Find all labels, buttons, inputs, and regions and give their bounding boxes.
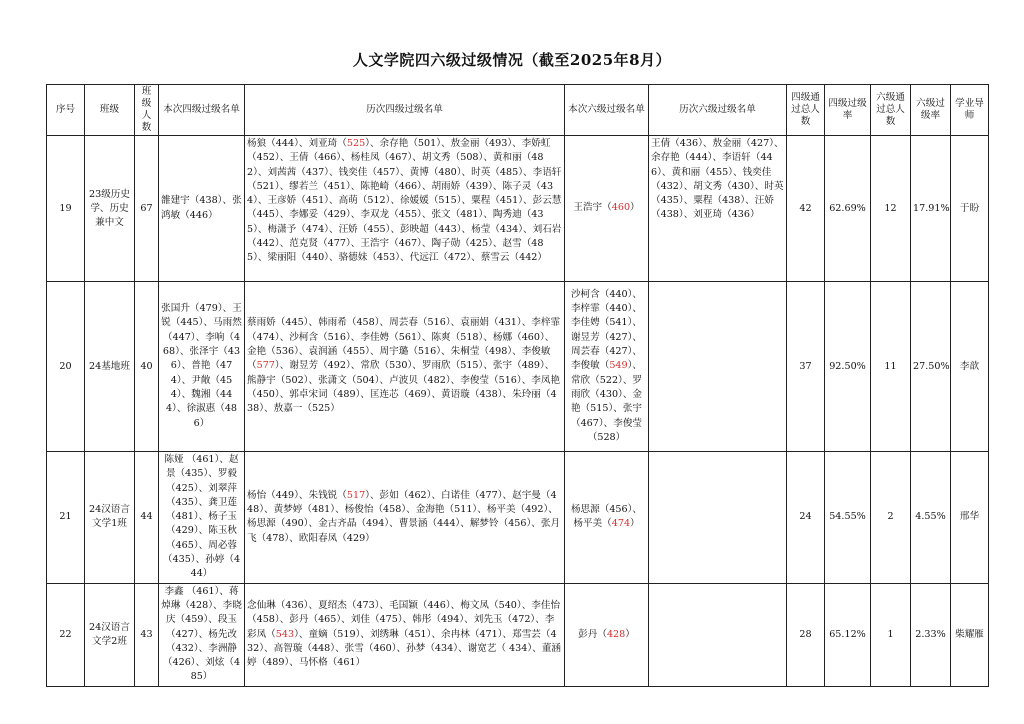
cell-size: 43 bbox=[135, 583, 159, 686]
cell-cet4-rate: 54.55% bbox=[825, 452, 871, 584]
cell-cet6-current bbox=[565, 452, 649, 584]
cell-class: 24汉语言文学2班 bbox=[85, 583, 135, 686]
cell-advisor: 邢华 bbox=[951, 452, 989, 584]
cell-cet4-current: 陈娅 （461）、赵景（435）、罗毅（425）、刘翠萍（435）、龚卫莲（481）、杨子玉（429）、陈玉秋（465）、周必蓉（435）、孙婷（444） bbox=[159, 452, 245, 584]
cell-advisor: 柴耀雁 bbox=[951, 583, 989, 686]
cell-cet4-current: 雒建宇（438）、张鸿敏（446） bbox=[159, 136, 245, 282]
name-list-text: ） bbox=[630, 518, 640, 530]
cell-cet6-rate: 2.33% bbox=[911, 583, 951, 686]
header-cet4-current: 本次四级过级名单 bbox=[159, 85, 245, 136]
table-row bbox=[47, 452, 989, 584]
name-list-text: 蔡雨娇（445）、韩雨希（458）、周芸春（516）、袁丽娟（431）、李梓霏（474）、沙柯含（516）、李佳娉（561）、陈爽（518）、杨娜（460）、金艳（536）、袁润涵（455）、周宇璐（516）、朱桐莹（498）、李俊敏（ bbox=[247, 317, 561, 372]
cell-cet6-total: 12 bbox=[871, 136, 911, 282]
cell-cet6-total: 2 bbox=[871, 452, 911, 584]
cell-class: 23级历史学、历史兼中文 bbox=[85, 136, 135, 282]
table-row bbox=[47, 282, 989, 452]
header-cet4-history: 历次四级过级名单 bbox=[245, 85, 565, 136]
cell-seq: 21 bbox=[47, 452, 85, 584]
cell-cet4-rate: 92.50% bbox=[825, 282, 871, 452]
cell-class: 24汉语言文学1班 bbox=[85, 452, 135, 584]
cell-cet4-history bbox=[245, 282, 565, 452]
cell-advisor: 于盼 bbox=[951, 136, 989, 282]
cet-pass-table bbox=[46, 84, 989, 687]
name-list-text: ） bbox=[630, 202, 640, 214]
name-list-text: 杨怡（449）、朱钱锐（ bbox=[247, 489, 347, 501]
cell-cet6-current bbox=[565, 136, 649, 282]
cell-cet4-history bbox=[245, 136, 565, 282]
cell-cet6-history bbox=[649, 452, 787, 584]
name-list-text: ）、童嫡（519）、刘绣琳（451）、余冉林（471）、郑雪芸（432）、高智璇（448）、张雪（460）、孙梦（434）、谢宽艺（ 434）、董涵婷（489）、马怀格（461） bbox=[247, 628, 561, 669]
header-advisor: 学业导师 bbox=[951, 85, 989, 136]
header-cet6-total: 六级通过总人数 bbox=[871, 85, 911, 136]
cell-seq: 20 bbox=[47, 282, 85, 452]
cell-class: 24基地班 bbox=[85, 282, 135, 452]
cell-cet4-total: 28 bbox=[787, 583, 825, 686]
header-class: 班级 bbox=[85, 85, 135, 136]
table-row bbox=[47, 136, 989, 282]
header-row bbox=[47, 85, 989, 136]
name-list-text: ） bbox=[625, 628, 635, 640]
name-list-text: 杨狼（444）、刘亚琦（ bbox=[247, 138, 347, 149]
header-cet4-rate: 四级过级率 bbox=[825, 85, 871, 136]
highlight-score: 525 bbox=[346, 138, 366, 149]
header-cet6-rate: 六级过级率 bbox=[911, 85, 951, 136]
cell-cet4-rate: 62.69% bbox=[825, 136, 871, 282]
cell-cet6-total: 1 bbox=[871, 583, 911, 686]
name-list-text: ）、谢昱芳（492）、常欣（530）、罗雨欣（515）、张宇（489）、熊静宇（502）、张潇文（504）、卢波贝（482）、李俊莹（516）、李凤艳（450）、郭卓宋词（489）、匡连芯（469）、黄语璇（438）、朱玲丽（438）、敖嘉一（525） bbox=[247, 360, 561, 415]
cell-cet4-rate: 65.12% bbox=[825, 583, 871, 686]
cell-size: 44 bbox=[135, 452, 159, 584]
cell-cet4-total: 37 bbox=[787, 282, 825, 452]
header-cet4-total: 四级通过总人数 bbox=[787, 85, 825, 136]
highlight-score: 549 bbox=[609, 360, 628, 372]
name-list-text: 王浩宇（ bbox=[573, 202, 612, 214]
page-title: 人文学院四六级过级情况（截至2025年8月） bbox=[352, 51, 672, 69]
name-list-text: ）、余存艳（501）、敖金丽（493）、李娇虹（452）、王倩（466）、杨桂凤（467）、胡文秀（508）、黄和丽（482）、刘茜茜（437）、钱奕佳（457）、黄博（480）、时英（485）、李语轩（521）、缪若兰（451）、陈艳崎（466）、胡雨娇（439）、陈子灵（434）、王彦娇（451）、高萌（512）、徐媛媛（515）、粟程（451）、彭云慧（445）、李娜妥（429）、李双龙（455）、张文（481）、陶秀迪（435）、梅潇予（474）、汪娇（455）、彭映超（443）、杨莹（434）、刘石岩（442）、范克贤（477）、王浩宇（467）、陶子勋（425）、赵雪（485）、梁丽阳（440）、骆德妹（453）、代远江（472）、蔡雪云（442） bbox=[247, 138, 562, 264]
cell-cet6-current bbox=[565, 282, 649, 452]
cell-size: 40 bbox=[135, 282, 159, 452]
highlight-score: 474 bbox=[611, 518, 631, 530]
header-seq: 序号 bbox=[47, 85, 85, 136]
cell-cet6-rate: 27.50% bbox=[911, 282, 951, 452]
highlight-score: 460 bbox=[611, 202, 631, 214]
cell-cet4-current: 李鑫 （461）、蒋焯琳（428）、李晓庆（459）、段玉（427）、杨先改（432）、李洲静（426）、刘炫（485） bbox=[159, 583, 245, 686]
highlight-score: 428 bbox=[606, 628, 626, 640]
cell-cet6-history bbox=[649, 282, 787, 452]
cell-cet6-history bbox=[649, 583, 787, 686]
cell-cet6-rate: 17.91% bbox=[911, 136, 951, 282]
cell-cet4-history bbox=[245, 452, 565, 584]
cell-cet4-history bbox=[245, 583, 565, 686]
name-list-text: ）、彭如（462）、白诺佳（477）、赵宇曼（448）、黄梦婷（481）、杨俊怡（458）、金海艳（511）、杨平美（492）、杨思源（490）、金古齐晶（494）、曹景涵（444）、解梦铃（456）、张月飞（478）、欧阳春凤（429） bbox=[247, 489, 561, 544]
header-cet6-current: 本次六级过级名单 bbox=[565, 85, 649, 136]
cell-seq: 22 bbox=[47, 583, 85, 686]
cell-cet4-current: 张国升（479）、王锐（445）、马雨然（447）、李响（468）、张泽宇（436）、普艳（474）、尹敞（454）、魏湘（444）、徐淑惠（486） bbox=[159, 282, 245, 452]
cell-cet6-history: 王倩（436）、敖金丽（427）、余存艳（444）、李语轩（446）、黄和丽（455）、钱奕佳（432）、胡文秀（430）、时英（435）、粟程（438）、汪娇（438）、刘亚琦（436） bbox=[649, 136, 787, 282]
name-list-text: 念仙琳（436）、夏绍杰（473）、毛国颖（446）、梅文凤（540）、李佳怡（458）、彭丹（465）、刘佳（475）、韩彤（494）、刘先玉（472）、李彩凤（ bbox=[247, 599, 561, 640]
highlight-score: 543 bbox=[275, 628, 295, 640]
cell-cet6-rate: 4.55% bbox=[911, 452, 951, 584]
cell-advisor: 李歆 bbox=[951, 282, 989, 452]
name-list-text: ）、常欣（522）、罗雨欣（430）、金艳（515）、张宇（467）、李俊莹（528） bbox=[570, 360, 643, 443]
cell-seq: 19 bbox=[47, 136, 85, 282]
name-list-text: 杨思源（456）、杨平美（ bbox=[570, 504, 643, 530]
table-row bbox=[47, 583, 989, 686]
highlight-score: 577 bbox=[256, 360, 275, 372]
cell-size: 67 bbox=[135, 136, 159, 282]
name-list-text: 沙柯含（440）、李梓霏（440）、李佳娉（541）、谢昱芳（427）、周芸春（427）、李俊敏（ bbox=[570, 288, 643, 372]
highlight-score: 517 bbox=[346, 489, 366, 501]
header-cet6-history: 历次六级过级名单 bbox=[649, 85, 787, 136]
cell-cet4-total: 42 bbox=[787, 136, 825, 282]
cell-cet6-current bbox=[565, 583, 649, 686]
name-list-text: 彭丹（ bbox=[578, 628, 607, 640]
cell-cet6-total: 11 bbox=[871, 282, 911, 452]
cell-cet4-total: 24 bbox=[787, 452, 825, 584]
header-size: 班级人数 bbox=[135, 85, 159, 136]
